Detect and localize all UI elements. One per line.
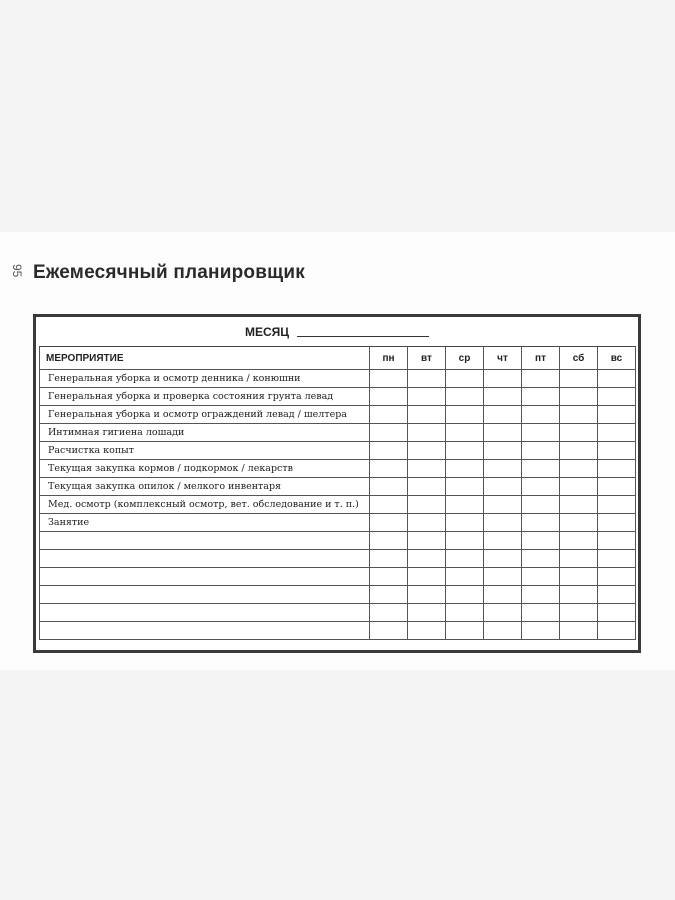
table-row bbox=[40, 496, 636, 514]
day-cell[interactable] bbox=[446, 514, 484, 532]
day-cell[interactable] bbox=[408, 568, 446, 586]
month-label: МЕСЯЦ bbox=[244, 324, 290, 339]
day-cell[interactable] bbox=[598, 478, 636, 496]
day-cell[interactable] bbox=[370, 532, 408, 550]
day-cell[interactable] bbox=[522, 406, 560, 424]
day-cell[interactable] bbox=[446, 604, 484, 622]
day-cell[interactable] bbox=[370, 442, 408, 460]
day-cell[interactable] bbox=[484, 496, 522, 514]
day-cell[interactable] bbox=[598, 496, 636, 514]
day-cell[interactable] bbox=[560, 604, 598, 622]
column-header-day: вт bbox=[408, 347, 446, 370]
day-cell[interactable] bbox=[522, 550, 560, 568]
activity-cell: Интимная гигиена лошади bbox=[40, 424, 370, 442]
day-cell[interactable] bbox=[408, 604, 446, 622]
day-cell[interactable] bbox=[522, 496, 560, 514]
day-cell[interactable] bbox=[446, 478, 484, 496]
day-cell[interactable] bbox=[370, 478, 408, 496]
day-cell[interactable] bbox=[598, 532, 636, 550]
day-cell[interactable] bbox=[370, 604, 408, 622]
table-row bbox=[40, 550, 636, 568]
column-header-activity: МЕРОПРИЯТИЕ bbox=[40, 347, 370, 370]
day-cell[interactable] bbox=[598, 406, 636, 424]
day-cell[interactable] bbox=[522, 622, 560, 640]
day-cell[interactable] bbox=[598, 442, 636, 460]
column-header-day: сб bbox=[560, 347, 598, 370]
day-cell[interactable] bbox=[408, 406, 446, 424]
table-row bbox=[40, 532, 636, 550]
day-cell[interactable] bbox=[370, 388, 408, 406]
day-cell[interactable] bbox=[484, 514, 522, 532]
day-cell[interactable] bbox=[560, 442, 598, 460]
activity-cell bbox=[40, 532, 370, 550]
day-cell[interactable] bbox=[598, 460, 636, 478]
day-cell[interactable] bbox=[560, 460, 598, 478]
day-cell[interactable] bbox=[598, 388, 636, 406]
day-cell[interactable] bbox=[370, 550, 408, 568]
day-cell[interactable] bbox=[408, 586, 446, 604]
table-row bbox=[40, 388, 636, 406]
table-row bbox=[40, 514, 636, 532]
day-cell[interactable] bbox=[560, 424, 598, 442]
day-cell[interactable] bbox=[560, 406, 598, 424]
day-cell[interactable] bbox=[370, 568, 408, 586]
day-cell[interactable] bbox=[446, 532, 484, 550]
day-cell[interactable] bbox=[370, 622, 408, 640]
day-cell[interactable] bbox=[408, 478, 446, 496]
day-cell[interactable] bbox=[522, 568, 560, 586]
day-cell[interactable] bbox=[598, 514, 636, 532]
activity-cell: Расчистка копыт bbox=[40, 442, 370, 460]
column-header-day: пт bbox=[522, 347, 560, 370]
table-row bbox=[40, 370, 636, 388]
day-cell[interactable] bbox=[560, 514, 598, 532]
activity-cell bbox=[40, 586, 370, 604]
day-cell[interactable] bbox=[484, 622, 522, 640]
planner-table-frame bbox=[33, 314, 641, 653]
day-cell[interactable] bbox=[446, 388, 484, 406]
activity-cell bbox=[40, 604, 370, 622]
month-fill-line[interactable] bbox=[297, 336, 429, 337]
day-cell[interactable] bbox=[408, 370, 446, 388]
table-row bbox=[40, 604, 636, 622]
day-cell[interactable] bbox=[484, 550, 522, 568]
day-cell[interactable] bbox=[598, 622, 636, 640]
day-cell[interactable] bbox=[560, 496, 598, 514]
activity-cell bbox=[40, 550, 370, 568]
header-row bbox=[40, 347, 636, 370]
day-cell[interactable] bbox=[598, 550, 636, 568]
day-cell[interactable] bbox=[408, 532, 446, 550]
day-cell[interactable] bbox=[408, 514, 446, 532]
day-cell[interactable] bbox=[408, 388, 446, 406]
day-cell[interactable] bbox=[560, 532, 598, 550]
day-cell[interactable] bbox=[560, 370, 598, 388]
column-header-day: чт bbox=[484, 347, 522, 370]
day-cell[interactable] bbox=[370, 406, 408, 424]
day-cell[interactable] bbox=[598, 586, 636, 604]
day-cell[interactable] bbox=[560, 478, 598, 496]
day-cell[interactable] bbox=[598, 424, 636, 442]
day-cell[interactable] bbox=[446, 424, 484, 442]
day-cell[interactable] bbox=[522, 586, 560, 604]
day-cell[interactable] bbox=[560, 388, 598, 406]
day-cell[interactable] bbox=[446, 586, 484, 604]
day-cell[interactable] bbox=[408, 550, 446, 568]
month-row bbox=[36, 317, 638, 346]
day-cell[interactable] bbox=[522, 424, 560, 442]
day-cell[interactable] bbox=[446, 550, 484, 568]
day-cell[interactable] bbox=[408, 496, 446, 514]
day-cell[interactable] bbox=[522, 388, 560, 406]
day-cell[interactable] bbox=[484, 586, 522, 604]
day-cell[interactable] bbox=[560, 622, 598, 640]
day-cell[interactable] bbox=[446, 460, 484, 478]
column-header-day: пн bbox=[370, 347, 408, 370]
day-cell[interactable] bbox=[522, 370, 560, 388]
day-cell[interactable] bbox=[522, 442, 560, 460]
day-cell[interactable] bbox=[408, 424, 446, 442]
day-cell[interactable] bbox=[560, 586, 598, 604]
day-cell[interactable] bbox=[370, 514, 408, 532]
day-cell[interactable] bbox=[484, 424, 522, 442]
day-cell[interactable] bbox=[522, 460, 560, 478]
activity-cell: Генеральная уборка и осмотр ограждений левад / шелтера bbox=[40, 406, 370, 424]
page-title: Ежемесячный планировщик bbox=[33, 262, 305, 283]
table-row bbox=[40, 622, 636, 640]
table-row bbox=[40, 478, 636, 496]
activity-cell bbox=[40, 568, 370, 586]
day-cell[interactable] bbox=[370, 586, 408, 604]
day-cell[interactable] bbox=[598, 568, 636, 586]
planner-grid bbox=[39, 346, 636, 640]
day-cell[interactable] bbox=[484, 388, 522, 406]
column-header-day: ср bbox=[446, 347, 484, 370]
day-cell[interactable] bbox=[484, 406, 522, 424]
day-cell[interactable] bbox=[446, 496, 484, 514]
day-cell[interactable] bbox=[484, 604, 522, 622]
activity-cell: Занятие bbox=[40, 514, 370, 532]
table-row bbox=[40, 424, 636, 442]
day-cell[interactable] bbox=[522, 604, 560, 622]
day-cell[interactable] bbox=[446, 442, 484, 460]
activity-cell: Текущая закупка опилок / мелкого инвентаря bbox=[40, 478, 370, 496]
day-cell[interactable] bbox=[560, 568, 598, 586]
column-header-day: вс bbox=[598, 347, 636, 370]
day-cell[interactable] bbox=[446, 568, 484, 586]
day-cell[interactable] bbox=[484, 370, 522, 388]
table-row bbox=[40, 442, 636, 460]
day-cell[interactable] bbox=[408, 622, 446, 640]
activity-cell bbox=[40, 622, 370, 640]
day-cell[interactable] bbox=[370, 460, 408, 478]
day-cell[interactable] bbox=[408, 442, 446, 460]
activity-cell: Текущая закупка кормов / подкормок / лекарств bbox=[40, 460, 370, 478]
day-cell[interactable] bbox=[522, 532, 560, 550]
day-cell[interactable] bbox=[522, 514, 560, 532]
activity-cell: Мед. осмотр (комплексный осмотр, вет. обследование и т. п.) bbox=[40, 496, 370, 514]
day-cell[interactable] bbox=[446, 370, 484, 388]
activity-cell: Генеральная уборка и проверка состояния грунта левад bbox=[40, 388, 370, 406]
day-cell[interactable] bbox=[484, 478, 522, 496]
day-cell[interactable] bbox=[484, 568, 522, 586]
table-row bbox=[40, 586, 636, 604]
day-cell[interactable] bbox=[370, 424, 408, 442]
day-cell[interactable] bbox=[408, 460, 446, 478]
activity-cell: Генеральная уборка и осмотр денника / конюшни bbox=[40, 370, 370, 388]
day-cell[interactable] bbox=[370, 370, 408, 388]
day-cell[interactable] bbox=[484, 460, 522, 478]
day-cell[interactable] bbox=[370, 496, 408, 514]
page-number: 95 bbox=[10, 264, 24, 278]
table-row bbox=[40, 406, 636, 424]
day-cell[interactable] bbox=[560, 550, 598, 568]
day-cell[interactable] bbox=[598, 370, 636, 388]
table-row bbox=[40, 460, 636, 478]
day-cell[interactable] bbox=[484, 442, 522, 460]
day-cell[interactable] bbox=[598, 604, 636, 622]
day-cell[interactable] bbox=[446, 406, 484, 424]
day-cell[interactable] bbox=[484, 532, 522, 550]
day-cell[interactable] bbox=[522, 478, 560, 496]
day-cell[interactable] bbox=[446, 622, 484, 640]
table-row bbox=[40, 568, 636, 586]
